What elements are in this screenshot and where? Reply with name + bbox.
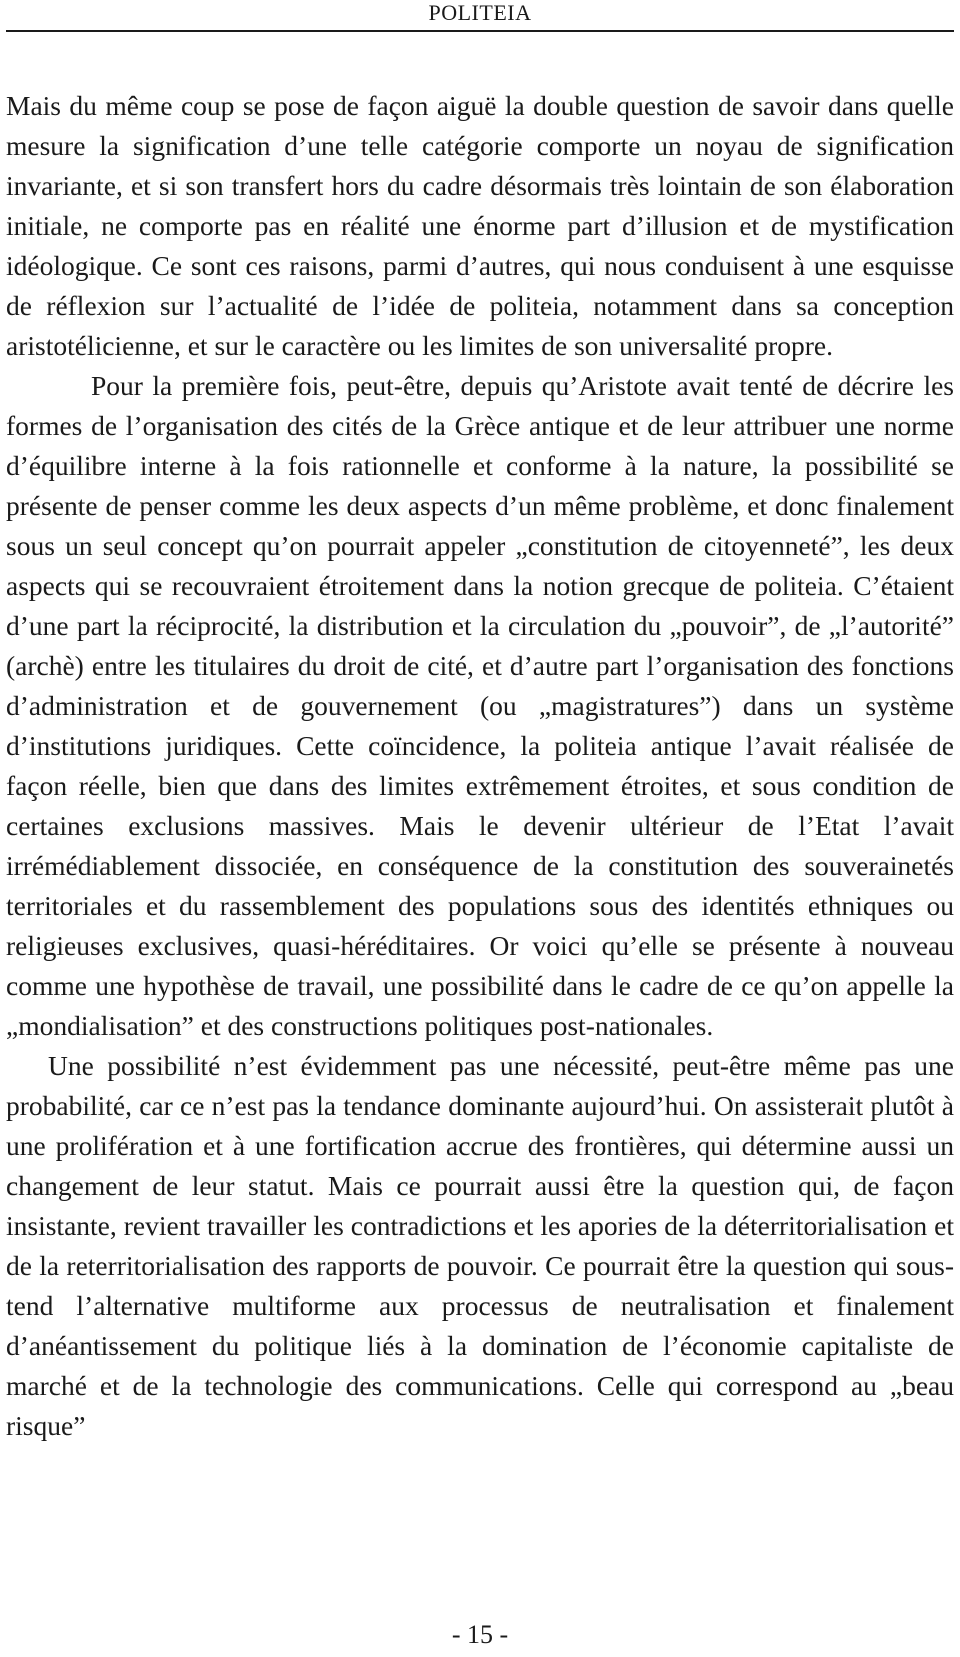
paragraph-1: Mais du même coup se pose de façon aiguë la double question de savoir dans quelle mesure la signification d’une telle catégorie comporte un noyau de signification invariante, et si son transfert hors du cadre désormais très lointain de son élaboration initiale, ne comporte pas en réalité une énorme part d’illusion et de mystification idéologique. Ce sont ces raisons, parmi d’autres, qui nous conduisent à une esquisse de réflexion sur l’actualité de l’idée de politeia, notamment dans sa conception aristotélicienne, et sur le caractère ou les limites de son universalité propre. xyxy=(6,90,954,361)
paragraph-2: Pour la première fois, peut-être, depuis qu’Aristote avait tenté de décrire les formes de l’organisation des cités de la Grèce antique et de leur attribuer une norme d’équilibre interne à la fois rationnelle et conforme à la nature, la possibilité se présente de penser comme les deux aspects d’un même problème, et donc finalement sous un seul concept qu’on pourrait appeler „constitution de citoyenneté”, les deux aspects qui se recouvraient étroitement dans la notion grecque de politeia. C’étaient d’une part la réciprocité, la distribution et la circulation du „pouvoir”, de „l’autorité” (archè) entre les titulaires du droit de cité, et d’autre part l’organisation des fonctions d’administration et de gouvernement (ou „magistratures”) dans un système d’institutions juridiques. Cette coïncidence, la politeia antique l’avait réalisée de façon réelle, bien que dans des limites extrêmement étroites, et sous condition de certaines exclusions massives. Mais le devenir ultérieur de l’Etat l’avait irrémédiablement dissociée, en conséquence de la constitution des souverainetés territoriales et du rassemblement des populations sous des identités ethniques ou religieuses exclusives, quasi-héréditaires. Or voici qu’elle se présente à nouveau comme une hypothèse de travail, une possibilité dans le cadre de ce qu’on appelle la „mondialisation” et des constructions politiques post-nationales. xyxy=(6,370,954,1041)
running-title: POLITEIA xyxy=(428,0,532,25)
page-number: - 15 - xyxy=(451,1620,509,1649)
header-rule xyxy=(6,30,954,32)
paragraph-3: Une possibilité n’est évidemment pas une nécessité, peut-être même pas une probabilité, car ce n’est pas la tendance dominante aujourd’hui. On assisterait plutôt à une prolifération et à une fortification accrue des frontières, qui détermine aussi un changement de leur statut. Mais ce pourrait aussi être la question qui, de façon insistante, revient travailler les contradictions et les apories de la déterritorialisation et de la reterritorialisation des rapports de pouvoir. Ce pourrait être la question qui sous-tend l’alternative multiforme aux processus de neutralisation et finalement d’anéantissement du politique liés à la domination de l’économie capitaliste de marché et de la technologie des communications. Celle qui correspond au „beau risque” xyxy=(6,1050,954,1441)
body-text xyxy=(6,86,954,1446)
